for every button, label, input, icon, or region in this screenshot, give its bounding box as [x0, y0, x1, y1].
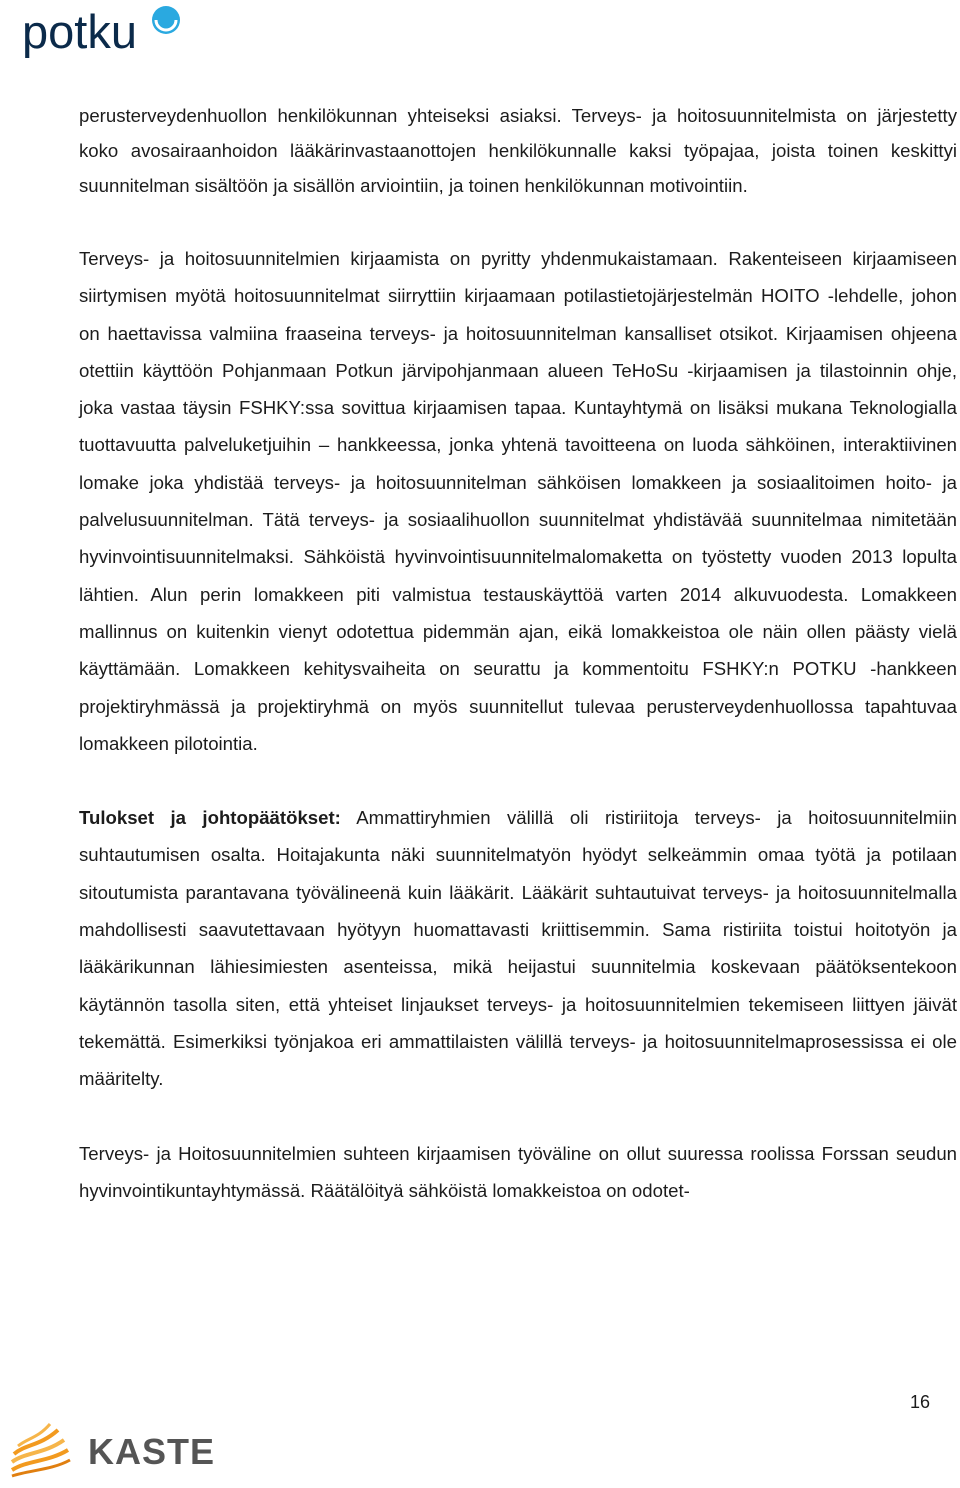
kaste-logo [8, 1420, 228, 1480]
page-number: 16 [909, 1392, 930, 1412]
kaste-logo-text: KASTE [88, 1431, 216, 1472]
potku-logo-text: potku [22, 5, 137, 58]
results-heading: Tulokset ja johtopäätökset: [79, 807, 341, 829]
results-text: Ammattiryhmien välillä oli ristiriitoja terveys- ja hoitosuunnitelmiin suhtautumisen osalta. Hoitajakunta näki suunnitelmatyön hyödyt selkeämmin omaa työtä ja potilaan sitoutumista parantavana työvälineenä kuin lääkärit. Lääkärit suhtautuivat terveys- ja hoitosuunnitelmalla mahdollisesti saavutettavaan hyötyyn huomattavasti kriittisemmin. Sama ristiriita toistui hoitotyön ja lääkärikunnan lähiesimiesten asenteissa, mikä heijastui suunnitelmia koskevaan päätöksentekoon käytännön tasolla siten, että yhteiset linjaukset terveys- ja hoitosuunnitelmien tekemiseen liittyen jäivät tekemättä. Esimerkiksi työnjakoa eri ammattilaisten välillä terveys- ja hoitosuunnitelmaprosessissa ei ole määritelty. [79, 807, 957, 1090]
paragraph-1: perusterveydenhuollon henkilökunnan yhteiseksi asiaksi. Terveys- ja hoitosuunnitelmista on järjestetty koko avosairaanhoidon lääkärinvastaanottojen henkilökunnalle kaksi työpajaa, joista toinen keskittyi suunnitelman sisältöön ja sisällön arviointiin, ja toinen henkilökunnan motivointiin. [79, 105, 957, 196]
document-body [79, 98, 957, 1209]
potku-logo [22, 2, 192, 64]
kaste-flame-icon [12, 1424, 70, 1476]
paragraph-3 [79, 799, 957, 1097]
paragraph-2: Terveys- ja hoitosuunnitelmien kirjaamista on pyritty yhdenmukaistamaan. Rakenteiseen kirjaamiseen siirtymisen myötä hoitosuunnitelmat siirryttiin kirjaamaan potilastietojärjestelmän HOITO -lehdelle, johon on haettavissa valmiina fraaseina terveys- ja hoitosuunnitelman kansalliset otsikot. Kirjaamisen ohjeena otettiin käyttöön Pohjanmaan Potkun järvipohjanmaan alueen TeHoSu -kirjaamisen ja tilastoinnin ohje, joka vastaa täysin FSHKY:ssa sovittua kirjaamisen tapaa. Kuntayhtymä on lisäksi mukana Teknologialla tuottavuutta palveluketjuihin – hankkeessa, jonka yhtenä tavoitteena on luoda sähköinen, interaktiivinen lomake joka yhdistää terveys- ja hoitosuunnitelman sähköisen lomakkeen ja sosiaalitoimen hoito- ja palvelusuunnitelman. Tätä terveys- ja sosiaalihuollon suunnitelmat yhdistävää suunnitelmaa nimitetään hyvinvointisuunnitelmaksi. Sähköistä hyvinvointisuunnitelmalomaketta on työstetty vuoden 2013 lopulta lähtien. Alun perin lomakkeen piti valmistua testauskäyttöä varten 2014 alkuvuodesta. Lomakkeen mallinnus on kuitenkin vienyt odotettua pidemmän ajan, eikä lomakkeistoa ole näin ollen päästy vielä käyttämään. Lomakkeen kehitysvaiheita on seurattu ja kommentoitu FSHKY:n POTKU -hankkeen projektiryhmässä ja projektiryhmä on myös suunnitellut tulevaa perusterveydenhuollossa tapahtuvaa lomakkeen pilotointia. [79, 248, 957, 754]
paragraph-4: Terveys- ja Hoitosuunnitelmien suhteen kirjaamisen työväline on ollut suuressa roolissa Forssan seudun hyvinvointikuntayhtymässä. Räätälöityä sähköistä lomakkeistoa on odotet- [79, 1142, 957, 1201]
